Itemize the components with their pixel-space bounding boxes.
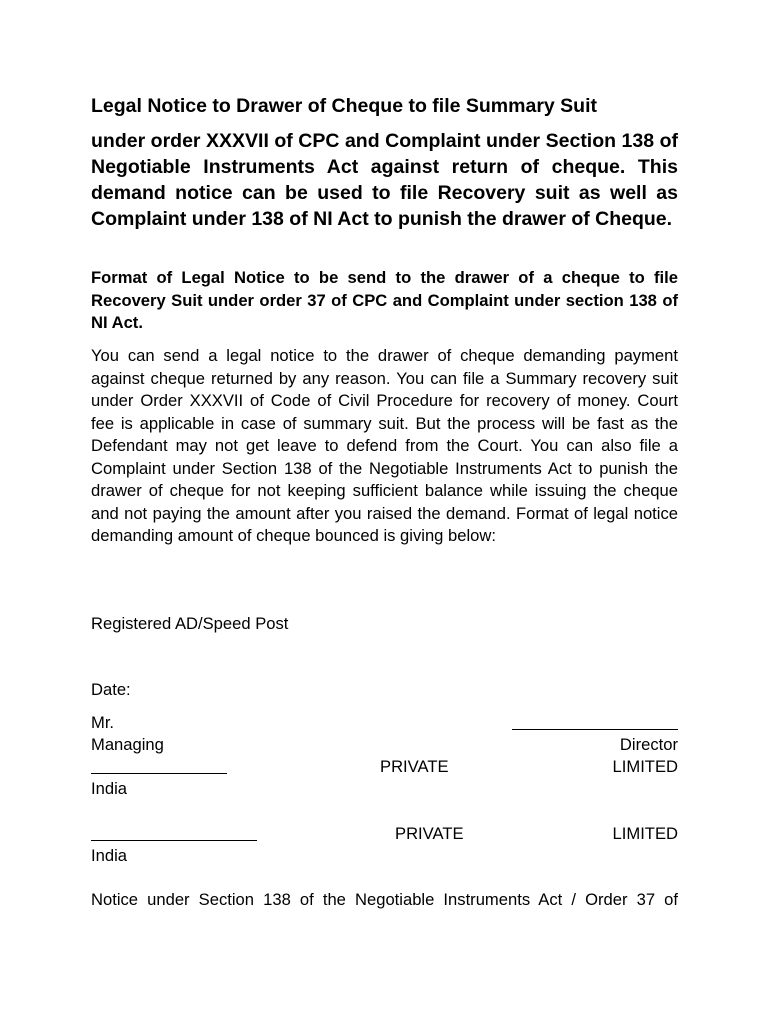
format-heading: Format of Legal Notice to be send to the drawer of a cheque to file Recovery Suit under order 37 of CPC and Complaint under section 138 of NI Act. [91,268,678,332]
designation-right: Director [619,735,678,754]
document-subtitle: under order XXXVII of CPC and Complaint under Section 138 of Negotiable Instruments Act against return of cheque. This demand notice can be used to file Recovery suit as well as Complaint under 138 of NI Act to punish the drawer of Cheque. [91,130,678,230]
company-limited-label: LIMITED [612,757,678,776]
dispatch-mode: Registered AD/Speed Post [91,614,289,633]
company-name-blank [91,756,227,778]
document-title: Legal Notice to Drawer of Cheque to file Summary Suit [91,95,598,117]
addressee-designation-row [91,734,678,756]
second-company-limited-label: LIMITED [612,824,678,843]
addressee-salutation-row [91,712,678,734]
second-company-private-label: PRIVATE [395,824,464,843]
intro-paragraph: You can send a legal notice to the drawer of cheque demanding payment against cheque returned by any reason. You can file a Summary recovery suit under Order XXXVII of Code of Civil Procedure for recovery of money. Court fee is applicable in case of summary suit. But the process will be fast as the Defendant may not get leave to defend from the Court. You can also file a Complaint under Section 138 of the Negotiable Instruments Act to punish the drawer of cheque for not keeping sufficient balance while issuing the cheque and not paying the amount after you raised the demand. Format of legal notice demanding amount of cheque bounced is giving below: [91,346,678,545]
second-company-name-blank [91,823,257,845]
addressee-name-blank [512,712,678,734]
second-company-row [91,823,678,845]
date-label: Date: [91,680,131,699]
addressee-salutation: Mr. [91,713,115,732]
notice-subject-line: Notice under Section 138 of the Negotiable Instruments Act / Order 37 of [91,890,678,909]
addressee-country: India [91,779,127,798]
designation-left: Managing [91,735,164,754]
addressee-company-row [91,756,678,778]
second-address-country: India [91,846,127,865]
company-private-label: PRIVATE [380,757,449,776]
